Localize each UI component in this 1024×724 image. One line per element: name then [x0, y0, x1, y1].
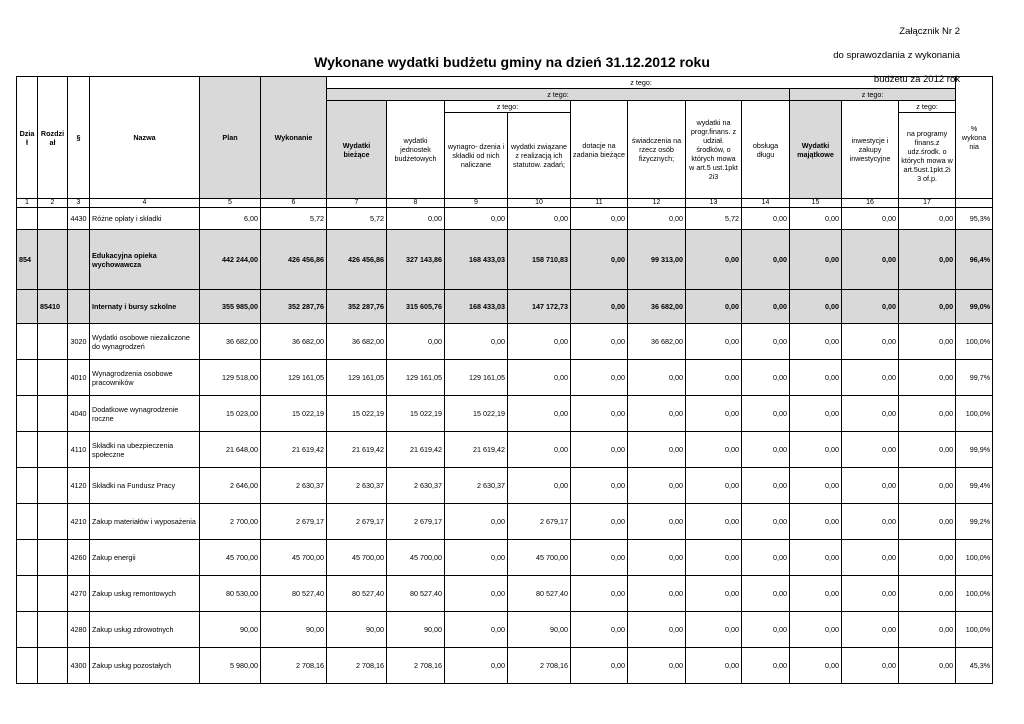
cell-value: 0,00	[686, 468, 742, 504]
cell-dzial	[17, 468, 38, 504]
cell-nazwa: Różne opłaty i składki	[90, 208, 200, 230]
cell-nazwa: Dodatkowe wynagrodzenie roczne	[90, 396, 200, 432]
cell-value: 0,00	[686, 396, 742, 432]
cell-value: 0,00	[742, 208, 790, 230]
cell-dzial: 854	[17, 230, 38, 290]
cell-value: 99 313,00	[628, 230, 686, 290]
cell-value: 0,00	[899, 576, 956, 612]
cell-value: 442 244,00	[200, 230, 261, 290]
cell-paragraf: 4010	[68, 360, 90, 396]
cell-rozdzial	[38, 540, 68, 576]
cell-rozdzial: 85410	[38, 290, 68, 324]
cell-value: 5 980,00	[200, 648, 261, 684]
cell-value: 80 527,40	[508, 576, 571, 612]
cell-value: 168 433,03	[445, 290, 508, 324]
header-z-tego-biezace: z tego:	[327, 89, 790, 101]
cell-value: 129 518,00	[200, 360, 261, 396]
column-number: 11	[571, 199, 628, 208]
cell-value: 21 648,00	[200, 432, 261, 468]
cell-value: 2 630,37	[387, 468, 445, 504]
annex-line-3: budżetu za 2012 rok	[873, 74, 960, 85]
cell-value: 0,00	[686, 576, 742, 612]
cell-dzial	[17, 324, 38, 360]
table-row	[17, 208, 993, 230]
table-row	[17, 360, 993, 396]
cell-value: 6,00	[200, 208, 261, 230]
cell-value: 80 530,00	[200, 576, 261, 612]
table-row	[17, 432, 993, 468]
header-wydatki-biezace: Wydatki bieżące	[327, 101, 387, 199]
cell-value: 0,00	[899, 504, 956, 540]
cell-value: 5,72	[686, 208, 742, 230]
cell-value: 0,00	[742, 324, 790, 360]
cell-value: 0,00	[899, 230, 956, 290]
cell-value: 0,00	[842, 432, 899, 468]
header-na-programy: na programy finans.z udz.środk. o których mowa w art.5ust.1pkt.2i 3 of.p.	[899, 113, 956, 199]
header-inwestycje: inwestycje i zakupy inwestycyjne	[842, 101, 899, 199]
cell-value: 90,00	[261, 612, 327, 648]
table-row	[17, 324, 993, 360]
cell-value: 0,00	[742, 648, 790, 684]
column-number: 4	[90, 199, 200, 208]
cell-value: 0,00	[842, 360, 899, 396]
cell-value: 0,00	[387, 208, 445, 230]
cell-value: 90,00	[200, 612, 261, 648]
cell-value: 0,00	[899, 396, 956, 432]
cell-paragraf: 4120	[68, 468, 90, 504]
cell-value: 0,00	[628, 396, 686, 432]
cell-value: 0,00	[790, 396, 842, 432]
cell-value: 0,00	[445, 504, 508, 540]
cell-value: 0,00	[628, 208, 686, 230]
cell-rozdzial	[38, 324, 68, 360]
cell-value: 100,0%	[956, 396, 993, 432]
cell-value: 0,00	[571, 648, 628, 684]
cell-value: 0,00	[899, 468, 956, 504]
header-wydatki-statutowe: wydatki związane z realizacją ich statutow. zadań;	[508, 113, 571, 199]
cell-value: 0,00	[686, 504, 742, 540]
column-number: 14	[742, 199, 790, 208]
cell-value: 0,00	[571, 208, 628, 230]
cell-rozdzial	[38, 230, 68, 290]
header-z-tego-majatkowe: z tego:	[790, 89, 956, 101]
table-row	[17, 540, 993, 576]
cell-value: 0,00	[899, 290, 956, 324]
cell-value: 45 700,00	[261, 540, 327, 576]
cell-nazwa: Zakup energii	[90, 540, 200, 576]
cell-value: 0,00	[571, 290, 628, 324]
cell-value: 0,00	[628, 648, 686, 684]
cell-value: 352 287,76	[261, 290, 327, 324]
column-number: 13	[686, 199, 742, 208]
cell-value: 99,9%	[956, 432, 993, 468]
cell-value: 0,00	[571, 576, 628, 612]
cell-value: 0,00	[445, 208, 508, 230]
cell-value: 80 527,40	[261, 576, 327, 612]
cell-nazwa: Zakup usług pozostałych	[90, 648, 200, 684]
cell-value: 0,00	[686, 324, 742, 360]
cell-value: 21 619,42	[445, 432, 508, 468]
cell-value: 0,00	[842, 324, 899, 360]
header-wynagrodzenia: wynagro- dzenia i składki od nich naliczane	[445, 113, 508, 199]
cell-value: 2 630,37	[261, 468, 327, 504]
cell-value: 426 456,86	[261, 230, 327, 290]
cell-value: 0,00	[742, 540, 790, 576]
cell-value: 100,0%	[956, 612, 993, 648]
cell-value: 0,00	[445, 324, 508, 360]
cell-value: 0,00	[571, 396, 628, 432]
table-row	[17, 468, 993, 504]
annex-line-1: Załącznik Nr 2	[899, 26, 960, 37]
cell-value: 0,00	[571, 324, 628, 360]
cell-value: 0,00	[742, 576, 790, 612]
cell-value: 0,00	[899, 612, 956, 648]
cell-value: 0,00	[790, 504, 842, 540]
cell-nazwa: Zakup materiałów i wyposażenia	[90, 504, 200, 540]
annex-line-2: do sprawozdania z wykonania	[833, 50, 960, 61]
header-plan: Plan	[200, 77, 261, 199]
cell-value: 147 172,73	[508, 290, 571, 324]
cell-paragraf: 4040	[68, 396, 90, 432]
cell-value: 0,00	[508, 360, 571, 396]
cell-value: 96,4%	[956, 230, 993, 290]
cell-value: 0,00	[508, 396, 571, 432]
cell-paragraf: 4430	[68, 208, 90, 230]
header-wydatki-majatkowe: Wydatki majątkowe	[790, 101, 842, 199]
cell-value: 21 619,42	[327, 432, 387, 468]
cell-value: 0,00	[508, 432, 571, 468]
table-row	[17, 612, 993, 648]
header-procent: % wykona nia	[956, 77, 993, 199]
cell-rozdzial	[38, 360, 68, 396]
cell-value: 0,00	[387, 324, 445, 360]
budget-table	[16, 76, 993, 684]
cell-value: 99,0%	[956, 290, 993, 324]
cell-value: 168 433,03	[445, 230, 508, 290]
cell-value: 36 682,00	[628, 324, 686, 360]
cell-paragraf	[68, 230, 90, 290]
cell-value: 0,00	[742, 504, 790, 540]
cell-dzial	[17, 396, 38, 432]
cell-value: 0,00	[445, 648, 508, 684]
cell-value: 0,00	[842, 468, 899, 504]
cell-value: 0,00	[571, 432, 628, 468]
cell-value: 100,0%	[956, 540, 993, 576]
cell-rozdzial	[38, 648, 68, 684]
cell-value: 0,00	[742, 468, 790, 504]
column-number: 15	[790, 199, 842, 208]
cell-value: 2 708,16	[327, 648, 387, 684]
cell-value: 0,00	[445, 540, 508, 576]
cell-value: 0,00	[686, 230, 742, 290]
header-nazwa: Nazwa	[90, 77, 200, 199]
cell-value: 0,00	[842, 540, 899, 576]
cell-value: 36 682,00	[327, 324, 387, 360]
cell-rozdzial	[38, 612, 68, 648]
cell-value: 0,00	[742, 360, 790, 396]
cell-value: 0,00	[842, 612, 899, 648]
cell-value: 2 679,17	[508, 504, 571, 540]
cell-value: 0,00	[686, 612, 742, 648]
cell-rozdzial	[38, 468, 68, 504]
cell-value: 0,00	[790, 432, 842, 468]
cell-value: 0,00	[842, 290, 899, 324]
cell-value: 0,00	[742, 290, 790, 324]
cell-value: 90,00	[508, 612, 571, 648]
cell-nazwa: Edukacyjna opieka wychowawcza	[90, 230, 200, 290]
cell-value: 0,00	[790, 208, 842, 230]
cell-rozdzial	[38, 432, 68, 468]
table-row	[17, 290, 993, 324]
cell-value: 0,00	[790, 540, 842, 576]
column-number	[956, 199, 993, 208]
cell-paragraf: 4110	[68, 432, 90, 468]
table-row	[17, 230, 993, 290]
table-row	[17, 576, 993, 612]
cell-paragraf: 4280	[68, 612, 90, 648]
column-number: 6	[261, 199, 327, 208]
cell-value: 0,00	[508, 324, 571, 360]
cell-value: 2 646,00	[200, 468, 261, 504]
cell-value: 0,00	[686, 290, 742, 324]
cell-value: 0,00	[628, 612, 686, 648]
table-row	[17, 396, 993, 432]
cell-value: 0,00	[790, 612, 842, 648]
cell-value: 90,00	[387, 612, 445, 648]
cell-paragraf: 4260	[68, 540, 90, 576]
cell-value: 21 619,42	[261, 432, 327, 468]
cell-dzial	[17, 648, 38, 684]
column-number: 10	[508, 199, 571, 208]
cell-value: 0,00	[790, 290, 842, 324]
cell-value: 315 605,76	[387, 290, 445, 324]
cell-value: 36 682,00	[261, 324, 327, 360]
cell-rozdzial	[38, 504, 68, 540]
cell-value: 129 161,05	[261, 360, 327, 396]
cell-value: 0,00	[790, 468, 842, 504]
cell-value: 129 161,05	[445, 360, 508, 396]
cell-value: 0,00	[899, 648, 956, 684]
column-number: 2	[38, 199, 68, 208]
cell-value: 0,00	[628, 576, 686, 612]
cell-value: 0,00	[742, 230, 790, 290]
cell-value: 0,00	[628, 504, 686, 540]
header-dzial: Dzia ł	[17, 77, 38, 199]
cell-value: 0,00	[842, 648, 899, 684]
cell-value: 0,00	[790, 230, 842, 290]
cell-value: 0,00	[628, 360, 686, 396]
header-z-tego-inwestycje: z tego:	[899, 101, 956, 113]
header-z-tego-jednostek: z tego:	[445, 101, 571, 113]
header-z-tego-main: z tego:	[327, 77, 956, 89]
column-number: 16	[842, 199, 899, 208]
column-number: 1	[17, 199, 38, 208]
cell-value: 0,00	[571, 504, 628, 540]
cell-value: 0,00	[445, 612, 508, 648]
column-number: 8	[387, 199, 445, 208]
cell-value: 0,00	[508, 208, 571, 230]
cell-nazwa: Składki na Fundusz Pracy	[90, 468, 200, 504]
header-swiadczenia: świadczenia na rzecz osób fizycznych;	[628, 101, 686, 199]
cell-value: 45,3%	[956, 648, 993, 684]
cell-value: 0,00	[571, 468, 628, 504]
table-row	[17, 648, 993, 684]
cell-value: 0,00	[508, 468, 571, 504]
cell-value: 80 527,40	[327, 576, 387, 612]
cell-value: 0,00	[742, 396, 790, 432]
cell-value: 355 985,00	[200, 290, 261, 324]
cell-value: 0,00	[571, 230, 628, 290]
cell-value: 0,00	[686, 432, 742, 468]
cell-paragraf: 4270	[68, 576, 90, 612]
cell-value: 0,00	[742, 612, 790, 648]
cell-value: 0,00	[899, 360, 956, 396]
cell-value: 0,00	[686, 360, 742, 396]
cell-nazwa: Zakup usług remontowych	[90, 576, 200, 612]
cell-paragraf: 3020	[68, 324, 90, 360]
cell-value: 0,00	[628, 468, 686, 504]
cell-dzial	[17, 290, 38, 324]
cell-value: 0,00	[742, 432, 790, 468]
cell-value: 15 022,19	[261, 396, 327, 432]
cell-value: 15 023,00	[200, 396, 261, 432]
cell-nazwa: Wydatki osobowe niezaliczone do wynagrodzeń	[90, 324, 200, 360]
cell-value: 352 287,76	[327, 290, 387, 324]
cell-value: 0,00	[571, 540, 628, 576]
cell-value: 129 161,05	[327, 360, 387, 396]
cell-value: 426 456,86	[327, 230, 387, 290]
cell-value: 0,00	[842, 208, 899, 230]
cell-value: 95,3%	[956, 208, 993, 230]
cell-value: 99,2%	[956, 504, 993, 540]
cell-value: 2 708,16	[387, 648, 445, 684]
header-paragraf: §	[68, 77, 90, 199]
cell-value: 0,00	[790, 360, 842, 396]
cell-paragraf	[68, 290, 90, 324]
cell-value: 0,00	[790, 576, 842, 612]
cell-dzial	[17, 208, 38, 230]
cell-value: 2 700,00	[200, 504, 261, 540]
cell-value: 0,00	[790, 648, 842, 684]
column-number: 9	[445, 199, 508, 208]
cell-value: 100,0%	[956, 324, 993, 360]
cell-value: 45 700,00	[508, 540, 571, 576]
cell-value: 15 022,19	[387, 396, 445, 432]
header-rozdzial: Rozdzi ał	[38, 77, 68, 199]
cell-value: 2 708,16	[261, 648, 327, 684]
cell-value: 21 619,42	[387, 432, 445, 468]
cell-nazwa: Wynagrodzenia osobowe pracowników	[90, 360, 200, 396]
cell-value: 2 630,37	[327, 468, 387, 504]
cell-value: 0,00	[686, 540, 742, 576]
cell-value: 0,00	[628, 432, 686, 468]
cell-dzial	[17, 360, 38, 396]
cell-nazwa: Zakup usług zdrowotnych	[90, 612, 200, 648]
cell-value: 0,00	[842, 504, 899, 540]
cell-value: 15 022,19	[327, 396, 387, 432]
cell-value: 80 527,40	[387, 576, 445, 612]
cell-value: 0,00	[790, 324, 842, 360]
cell-value: 15 022,19	[445, 396, 508, 432]
column-number: 17	[899, 199, 956, 208]
cell-value: 0,00	[571, 360, 628, 396]
cell-value: 0,00	[628, 540, 686, 576]
cell-value: 90,00	[327, 612, 387, 648]
cell-nazwa: Składki na ubezpieczenia społeczne	[90, 432, 200, 468]
cell-value: 2 679,17	[261, 504, 327, 540]
cell-value: 0,00	[842, 396, 899, 432]
cell-rozdzial	[38, 576, 68, 612]
column-number: 5	[200, 199, 261, 208]
cell-value: 99,7%	[956, 360, 993, 396]
column-number: 3	[68, 199, 90, 208]
cell-value: 36 682,00	[200, 324, 261, 360]
cell-rozdzial	[38, 208, 68, 230]
cell-value: 0,00	[571, 612, 628, 648]
cell-value: 45 700,00	[327, 540, 387, 576]
cell-value: 0,00	[899, 324, 956, 360]
header-obsluga-dlugu: obsługa długu	[742, 101, 790, 199]
header-wykonanie: Wykonanie	[261, 77, 327, 199]
cell-value: 5,72	[327, 208, 387, 230]
cell-value: 0,00	[899, 432, 956, 468]
cell-value: 45 700,00	[200, 540, 261, 576]
cell-value: 0,00	[445, 576, 508, 612]
cell-nazwa: Internaty i bursy szkolne	[90, 290, 200, 324]
table-body	[17, 208, 993, 684]
cell-value: 100,0%	[956, 576, 993, 612]
cell-dzial	[17, 504, 38, 540]
table-row	[17, 504, 993, 540]
cell-value: 0,00	[842, 576, 899, 612]
cell-value: 45 700,00	[387, 540, 445, 576]
header-wydatki-jednostek: wydatki jednostek budżetowych	[387, 101, 445, 199]
cell-value: 2 708,16	[508, 648, 571, 684]
cell-dzial	[17, 576, 38, 612]
cell-value: 129 161,05	[387, 360, 445, 396]
page-title: Wykonane wydatki budżetu gminy na dzień 31.12.2012 roku	[314, 54, 710, 70]
cell-rozdzial	[38, 396, 68, 432]
cell-paragraf: 4210	[68, 504, 90, 540]
column-numbers-row	[17, 199, 993, 208]
cell-value: 5,72	[261, 208, 327, 230]
cell-value: 0,00	[899, 208, 956, 230]
column-number: 12	[628, 199, 686, 208]
cell-value: 2 630,37	[445, 468, 508, 504]
cell-value: 99,4%	[956, 468, 993, 504]
cell-value: 36 682,00	[628, 290, 686, 324]
cell-dzial	[17, 612, 38, 648]
cell-dzial	[17, 540, 38, 576]
header-wydatki-progr: wydatki na progr.finans. z udział. środków, o których mowa w art.5 ust.1pkt 2i3	[686, 101, 742, 199]
cell-value: 0,00	[899, 540, 956, 576]
cell-value: 158 710,83	[508, 230, 571, 290]
cell-value: 2 679,17	[387, 504, 445, 540]
cell-value: 0,00	[842, 230, 899, 290]
cell-dzial	[17, 432, 38, 468]
cell-value: 2 679,17	[327, 504, 387, 540]
cell-paragraf: 4300	[68, 648, 90, 684]
cell-value: 0,00	[686, 648, 742, 684]
header-dotacje: dotacje na zadania bieżące	[571, 101, 628, 199]
column-number: 7	[327, 199, 387, 208]
cell-value: 327 143,86	[387, 230, 445, 290]
